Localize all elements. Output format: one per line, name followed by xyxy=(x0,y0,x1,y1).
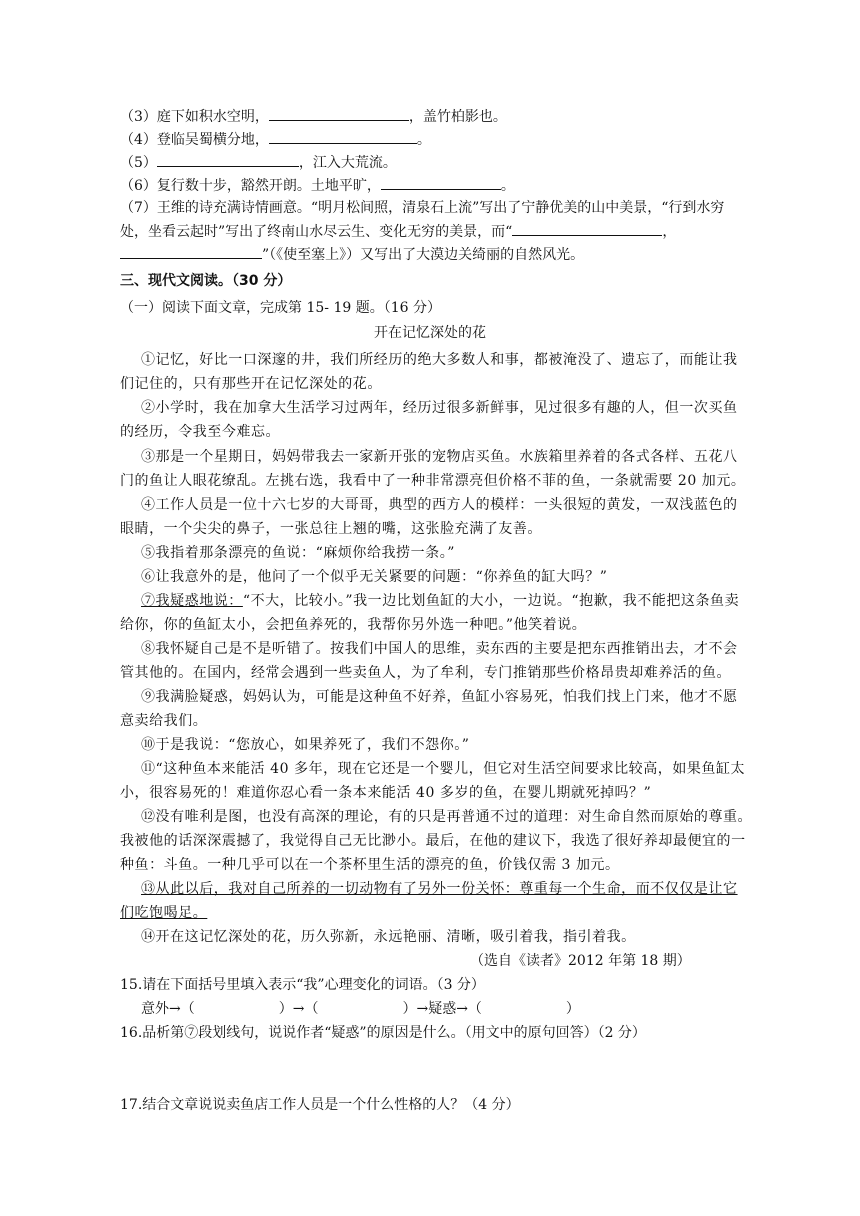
q7-answer-blank-2[interactable] xyxy=(120,243,262,259)
q4-text-a: （4）登临吴蜀横分地， xyxy=(120,132,269,148)
q3-answer-blank[interactable] xyxy=(269,105,409,121)
article-line: ③那是一个星期日，妈妈带我去一家新开张的宠物店买鱼。水族箱里养着的各式各样、五花八 xyxy=(141,449,738,465)
article-line: ⑭开在这记忆深处的花，历久弥新，永远艳丽、清晰，吸引着我，指引着我。 xyxy=(141,929,636,945)
question-4 xyxy=(120,128,431,150)
question-16: 16.品析第⑦段划线句，说说作者“疑惑”的原因是什么。（用文中的原句回答）（2 分） xyxy=(120,1025,646,1041)
article-line: 小，很容易死的！难道你忍心看一条本来能活 40 多岁的鱼，在婴儿期就死掉吗？” xyxy=(120,785,652,801)
q3-text-a: （3）庭下如积水空明， xyxy=(120,109,269,125)
q7-text-d: ”（《使至塞上》）又写出了大漠边关绮丽的自然风光。 xyxy=(262,247,585,263)
article-line: ⑧我怀疑自己是不是听错了。按我们中国人的思维，卖东西的主要是把东西推销出去，才不会 xyxy=(141,641,738,657)
q5-text-a: （5） xyxy=(120,155,157,171)
q6-text-b: 。 xyxy=(500,178,515,194)
q5-text-b: ，江入大荒流。 xyxy=(298,155,397,171)
q7-text-c: ， xyxy=(662,224,677,240)
question-7-line-2 xyxy=(120,220,676,242)
p7-rest: “不大，比较小。”我一边比划鱼缸的大小，一边说。“抱歉，我不能把这条鱼卖 xyxy=(242,593,740,609)
q7-text-b: 处，坐看云起时”写出了终南山水尽云生、变化无穷的美景，而“ xyxy=(120,224,513,240)
article-line-underlined: 们吃饱喝足。 xyxy=(120,905,208,921)
article-line: ⑤我指着那条漂亮的鱼说：“麻烦你给我捞一条。” xyxy=(141,545,455,561)
article-line: 们记住的，只有那些开在记忆深处的花。 xyxy=(120,376,382,392)
q3-text-b: ，盖竹柏影也。 xyxy=(408,109,507,125)
article-line: 我被他的话深深震撼了，我觉得自己无比渺小。最后，在他的建议下，我选了很好养却最便宜的一 xyxy=(120,833,746,849)
q6-text-a: （6）复行数十步，豁然开朗。土地平旷， xyxy=(120,178,381,194)
q5-answer-blank[interactable] xyxy=(157,151,299,167)
article-line: 眼睛，一个尖尖的鼻子，一张总往上翘的嘴，这张脸充满了友善。 xyxy=(120,521,542,537)
article-line: 给你，你的鱼缸太小，会把鱼养死的，我帮你另外选一种吧。”他笑着说。 xyxy=(120,617,587,633)
q7-text-a: （7）王维的诗充满诗情画意。“明月松间照，清泉石上流”写出了宁静优美的山中美景，“行到水穷 xyxy=(120,200,725,216)
article-line-p7 xyxy=(141,590,739,612)
article-line: 门的鱼让人眼花缭乱。左挑右选，我看中了一种非常漂亮但价格不菲的鱼，一条就需要 20 加元。 xyxy=(120,473,746,489)
q4-answer-blank[interactable] xyxy=(269,128,417,144)
article-line: 意卖给我们。 xyxy=(120,713,208,729)
article-line: 的经历，令我至今难忘。 xyxy=(120,424,281,440)
article-source: （选自《读者》2012 年第 18 期） xyxy=(470,953,691,969)
question-15: 15.请在下面括号里填入表示“我”心理变化的词语。（3 分） xyxy=(120,977,485,993)
article-title: 开在记忆深处的花 xyxy=(374,325,486,341)
question-3 xyxy=(120,105,507,127)
article-line: 管其他的。在国内，经常会遇到一些卖鱼人，为了牟利，专门推销那些价格昂贵却难养活的鱼。 xyxy=(120,665,732,681)
article-line: ⑫没有唯利是图，也没有高深的理论，有的只是再普通不过的道理：对生命自然而原始的尊重。 xyxy=(141,809,753,825)
article-line: ①记忆，好比一口深邃的井，我们所经历的绝大多数人和事，都被淹没了、遗忘了，而能让我 xyxy=(141,352,738,368)
article-line: ⑩于是我说：“您放心，如果养死了，我们不怨你。” xyxy=(141,737,470,753)
question-5 xyxy=(120,151,397,173)
article-line: ⑨我满脸疑惑，妈妈认为，可能是这种鱼不好养，鱼缸小容易死，怕我们找上门来，他才不愿 xyxy=(141,689,738,705)
section-heading: 三、现代文阅读。（30 分） xyxy=(120,273,292,289)
article-line: ②小学时，我在加拿大生活学习过两年，经历过很多新鲜事，见过很多有趣的人，但一次买鱼 xyxy=(141,400,738,416)
question-6 xyxy=(120,174,515,196)
p7-underlined-sentence: ⑦我疑惑地说： xyxy=(141,593,243,609)
question-17: 17.结合文章说说卖鱼店工作人员是一个什么性格的人？（4 分） xyxy=(120,1097,520,1113)
question-15-answer-line[interactable]: 意外→（ ）→（ ）→疑惑→（ ） xyxy=(141,1001,580,1017)
section-subheading: （一）阅读下面文章，完成第 15- 19 题。（16 分） xyxy=(120,300,441,316)
article-line: 种鱼：斗鱼。一种几乎可以在一个茶杯里生活的漂亮的鱼，价钱仅需 3 加元。 xyxy=(120,857,620,873)
question-7-line-1 xyxy=(120,197,724,219)
article-line: ⑪“这种鱼本来能活 40 多年，现在它还是一个婴儿，但它对生活空间要求比较高，如果鱼缸太 xyxy=(141,761,746,777)
q6-answer-blank[interactable] xyxy=(381,174,501,190)
q4-text-b: 。 xyxy=(416,132,431,148)
article-line: ⑥让我意外的是，他问了一个似乎无关紧要的问题：“你养鱼的缸大吗？” xyxy=(141,569,608,585)
article-line-underlined: ⑬从此以后，我对自己所养的一切动物有了另外一份关怀：尊重每一个生命，而不仅仅是让它 xyxy=(141,881,738,897)
article-line: ④工作人员是一位十六七岁的大哥哥，典型的西方人的模样：一头很短的黄发，一双浅蓝色的 xyxy=(141,497,738,513)
question-7-line-3 xyxy=(120,243,584,265)
q7-answer-blank-1[interactable] xyxy=(512,220,662,236)
